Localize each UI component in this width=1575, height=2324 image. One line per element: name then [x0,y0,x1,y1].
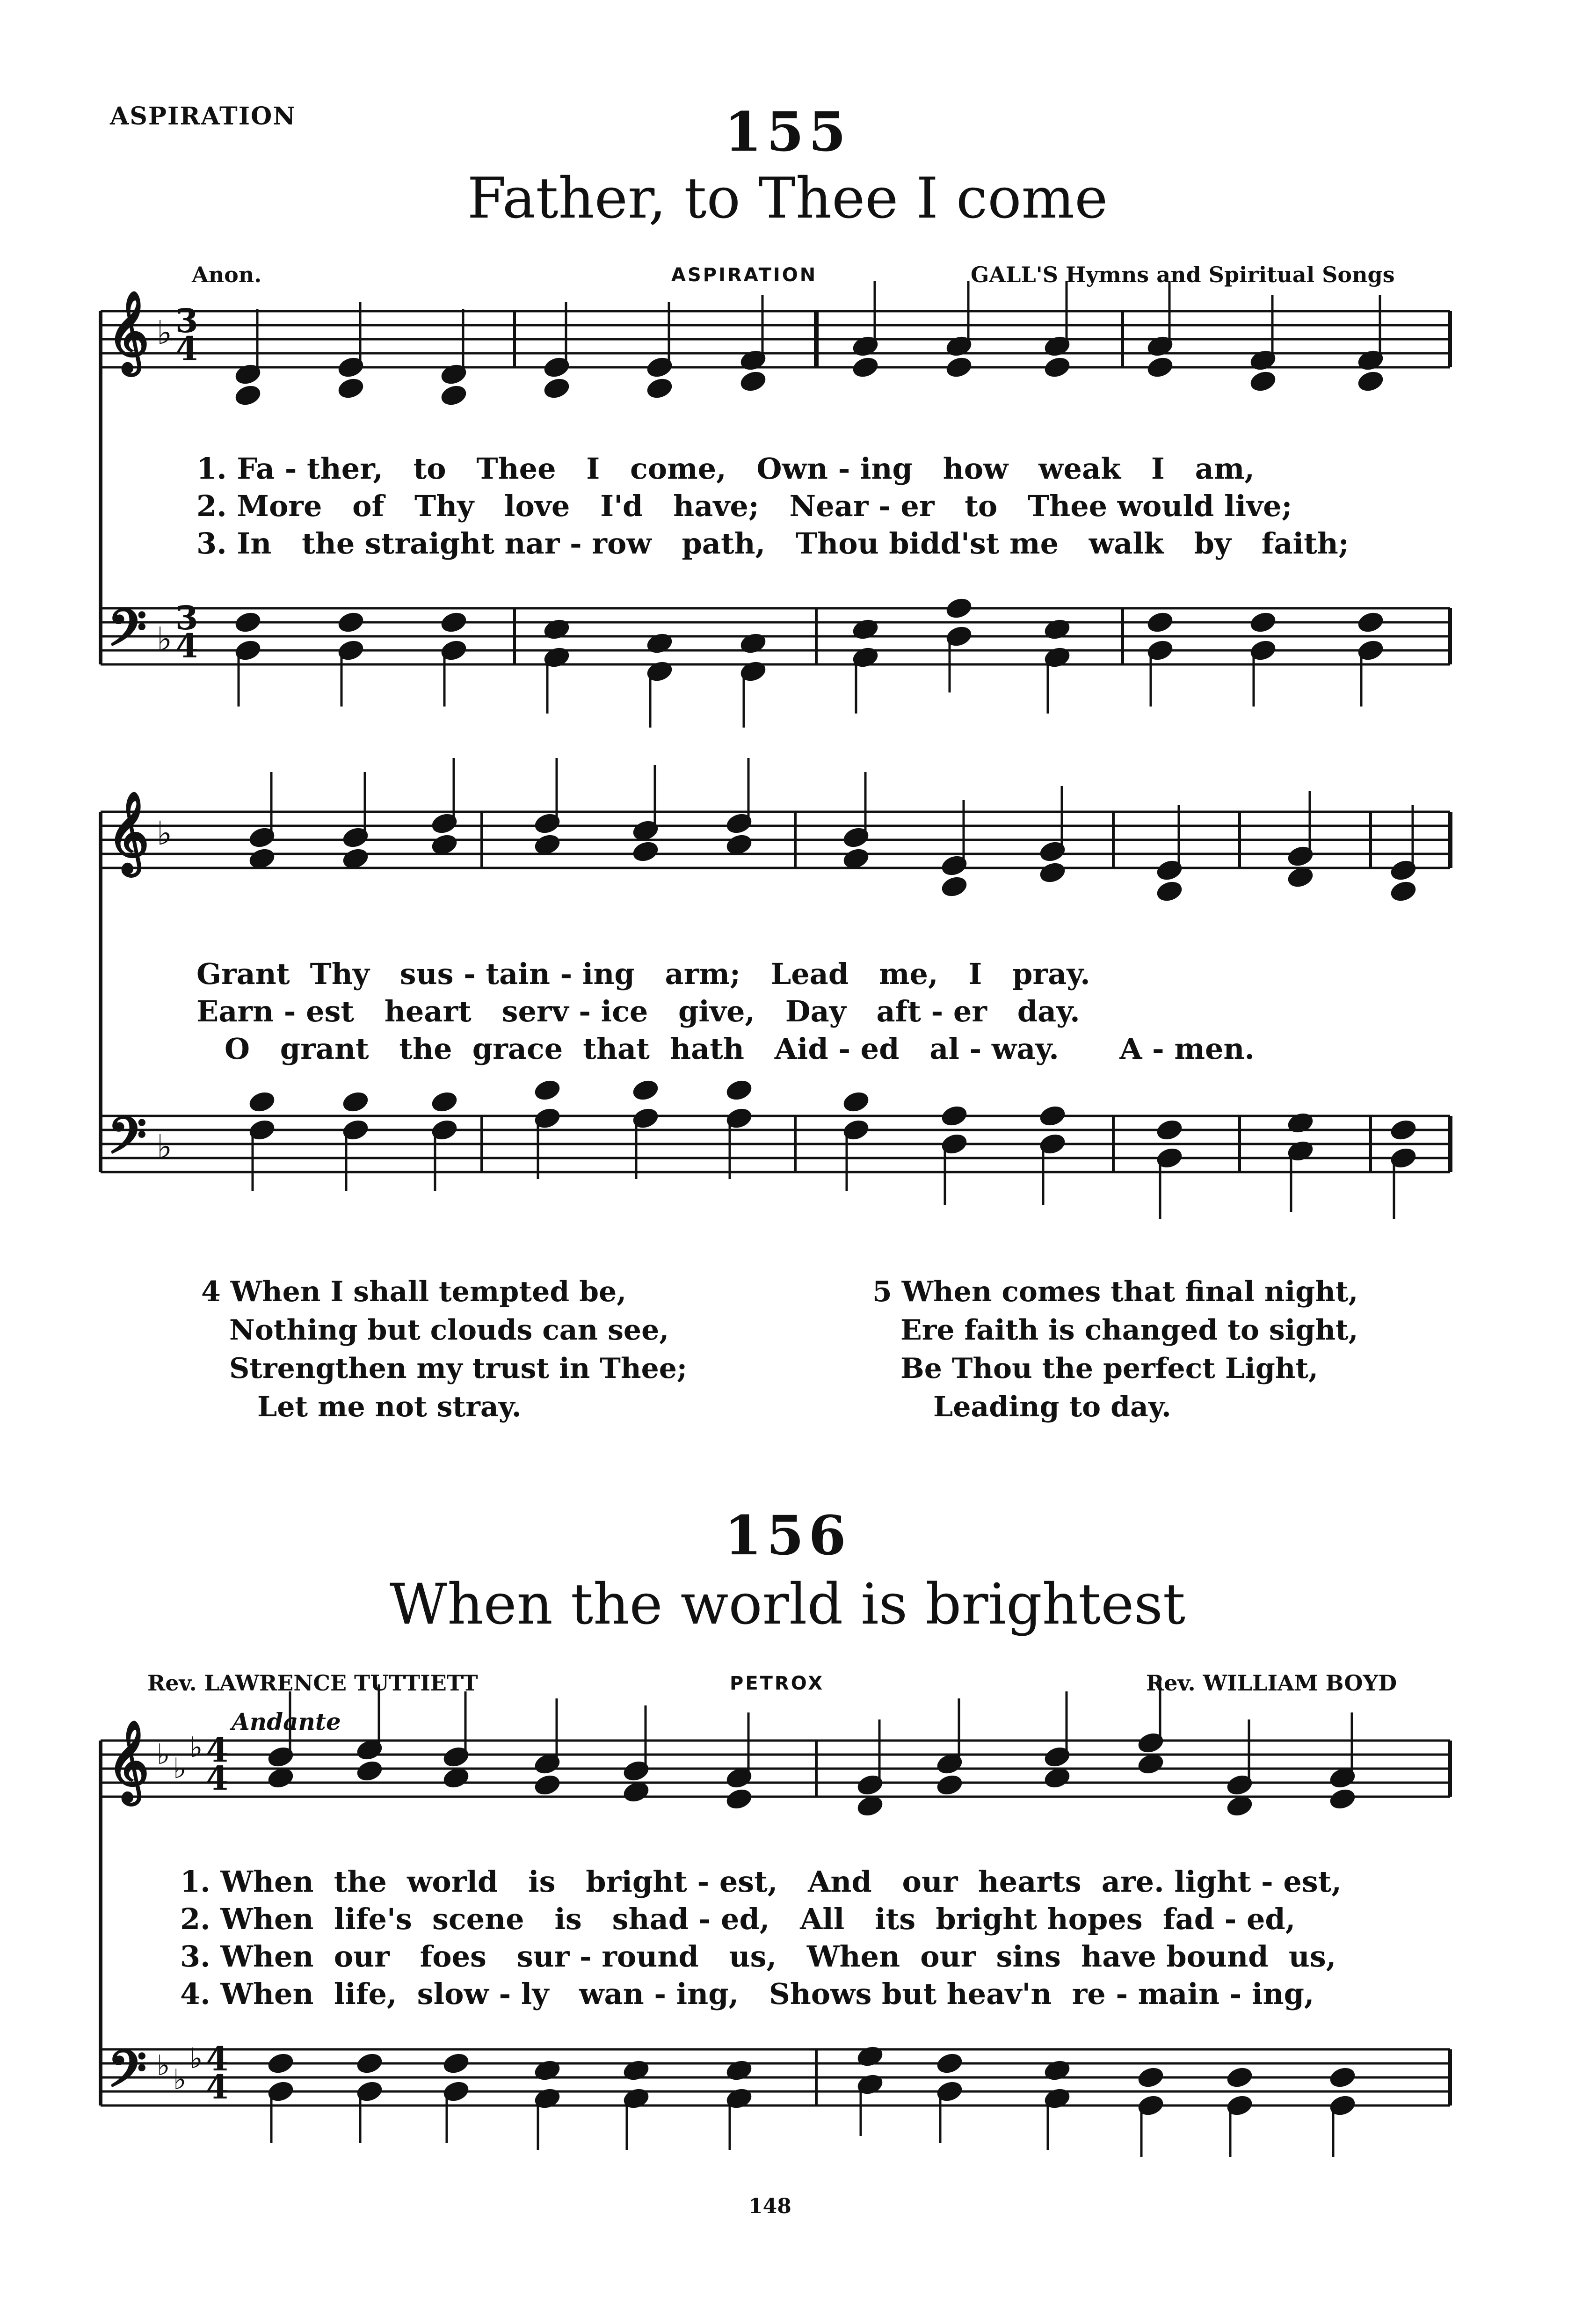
lyric-line: 1. Fa - ther, to Thee I come, Own - ing how weak I am, [196,452,1255,486]
note-head [632,841,659,862]
note-head [443,2053,469,2074]
music-credit-156: Rev. WILLIAM BOYD [1146,1670,1397,1696]
treble-clef: 𝄞 [108,290,149,372]
tempo-marking: Andante [232,1708,341,1735]
note-head [1287,867,1314,888]
note-head [235,612,261,633]
note-head [1044,357,1070,378]
time-signature: 4 [206,2068,229,2106]
note-head [1039,1105,1066,1127]
time-signature: 3 [175,598,198,637]
lyric-line: Grant Thy sus - tain - ing arm; Lead me, I pray. [196,957,1090,991]
note-head [843,848,869,869]
note-head [843,1091,869,1113]
note-head [534,1774,560,1796]
stanza-line: Be Thou the perfect Light, [900,1352,1318,1385]
hymn-title-156: When the world is brightest [389,1572,1186,1637]
note-head [338,378,364,399]
note-head [936,1774,963,1796]
note-head [1250,371,1276,392]
note-head [268,1767,294,1789]
time-signature: 4 [175,627,198,665]
flat-sign: ♭ [157,619,173,658]
lyric-line: Earn - est heart serv - ice give, Day aft - er day. [196,994,1080,1028]
stanza-line: Leading to day. [933,1391,1171,1423]
bass-clef: 𝄢 [108,598,147,670]
note-head [1138,1753,1164,1775]
note-head [623,1781,649,1803]
words-credit-155: Anon. [192,262,262,287]
note-head [936,2053,963,2074]
time-signature: 4 [206,1731,229,1770]
note-head [1329,1788,1356,1810]
note-head [1390,881,1416,902]
note-head [1357,612,1384,633]
note-head [338,612,364,633]
tune-name-156: PETROX [730,1673,825,1694]
stanza-line: Strengthen my trust in Thee; [229,1352,688,1385]
time-signature: 4 [206,1759,229,1798]
note-head [1039,862,1066,883]
note-head [1357,371,1384,392]
note-head [646,378,673,399]
lyric-line: 2. When life's scene is shad - ed, All its bright hopes fad - ed, [180,1902,1296,1936]
note-head [1156,1119,1183,1141]
note-head [941,876,967,897]
note-head [356,1760,383,1782]
bass-clef: 𝄢 [108,2039,147,2111]
note-head [534,834,560,855]
note-head [726,1788,752,1810]
treble-clef: 𝄞 [108,791,149,873]
note-head [1227,2067,1253,2088]
treble-clef: 𝄞 [108,1719,149,1802]
lyric-line: 2. More of Thy love I'd have; Near - er to Thee would live; [196,489,1292,523]
page-number: 148 [748,2194,791,2218]
note-head [941,1105,967,1127]
note-head [441,385,467,406]
note-head [1138,2067,1164,2088]
flat-sign: ♭ [189,1731,203,1764]
note-head [342,1091,369,1113]
note-head [1227,1795,1253,1817]
note-head [443,1767,469,1789]
note-head [235,385,261,406]
flat-sign: ♭ [157,814,173,852]
hymn-number-156: 156 [724,1504,851,1567]
note-head [726,1079,752,1101]
note-head [857,1795,883,1817]
note-head [946,357,972,378]
note-head [342,848,369,869]
note-head [1147,612,1173,633]
note-head [431,1091,457,1113]
lyric-line: 1. When the world is bright - est, And our hearts are. light - est, [180,1865,1342,1899]
note-head [1329,2067,1356,2088]
note-head [544,378,570,399]
time-signature: 4 [175,329,198,368]
flat-sign: ♭ [157,1738,170,1771]
flat-sign: ♭ [189,2042,203,2075]
hymn-title-155: Father, to Thee I come [467,166,1108,231]
flat-sign: ♭ [173,2063,187,2096]
note-head [1044,1767,1070,1789]
note-head [1390,1119,1416,1141]
note-head [268,2053,294,2074]
note-head [852,357,878,378]
lyric-line: O grant the grace that hath Aid - ed al - way. A - men. [225,1032,1255,1066]
hymn-number-155: 155 [724,101,851,164]
note-head [249,1091,275,1113]
stanza-line: Nothing but clouds can see, [229,1314,669,1347]
flat-sign: ♭ [173,1752,187,1785]
note-head [431,834,457,855]
note-head [249,848,275,869]
running-head: ASPIRATION [110,102,296,131]
time-signature: 3 [175,301,198,340]
stanza-line: 5 When comes that final night, [872,1275,1358,1308]
lyric-line: 3. When our foes sur - round us, When our sins have bound us, [180,1939,1336,1974]
note-head [740,371,766,392]
note-head [726,834,752,855]
flat-sign: ♭ [157,313,173,352]
stanza-line: Let me not stray. [257,1391,522,1423]
note-head [441,612,467,633]
note-head [1147,357,1173,378]
lyric-line: 3. In the straight nar - row path, Thou bidd'st me walk by faith; [196,526,1349,561]
lyric-line: 4. When life, slow - ly wan - ing, Shows but heav'n re - main - ing, [180,1977,1314,2011]
note-head [632,1079,659,1101]
bass-clef: 𝄢 [108,1106,147,1177]
stanza-line: 4 When I shall tempted be, [201,1275,627,1308]
note-head [1250,612,1276,633]
flat-sign: ♭ [157,2049,170,2082]
music-credit-155: GALL'S Hymns and Spiritual Songs [971,262,1395,287]
note-head [356,2053,383,2074]
tune-name-155: ASPIRATION [671,264,818,286]
note-head [946,597,972,619]
stanza-line: Ere faith is changed to sight, [900,1314,1358,1347]
note-head [534,1079,560,1101]
note-head [1156,881,1183,902]
words-credit-156: Rev. LAWRENCE TUTTIETT [147,1670,478,1696]
flat-sign: ♭ [157,1127,173,1166]
time-signature: 4 [206,2040,229,2078]
